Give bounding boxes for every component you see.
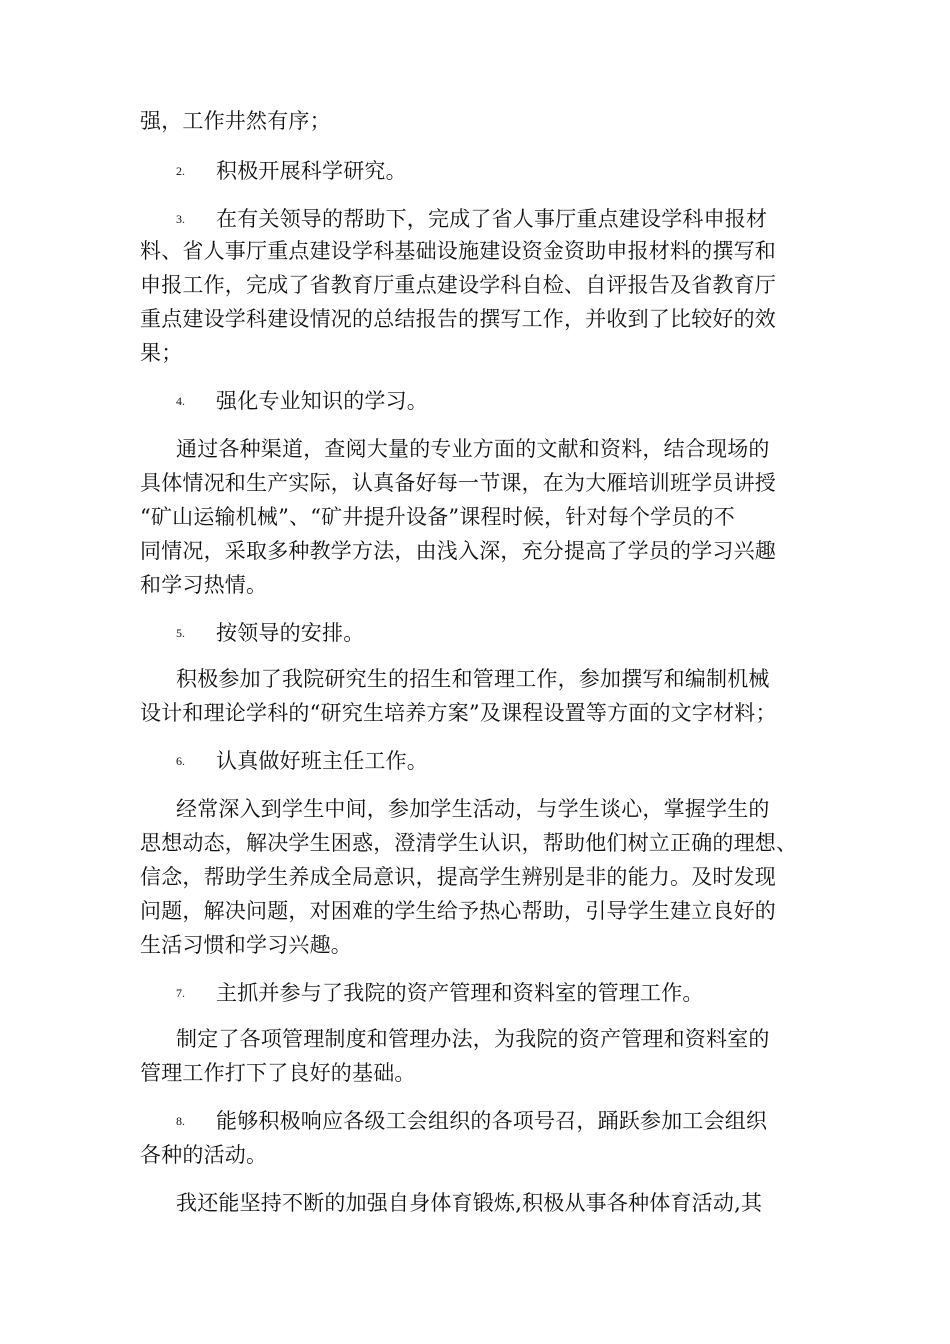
body-paragraph-line: 设计和理论学科的“研究生培养方案”及课程设置等方面的文字材料； bbox=[140, 701, 777, 725]
body-paragraph-line: 制定了各项管理制度和管理办法，为我院的资产管理和资料室的 bbox=[176, 1027, 770, 1051]
body-paragraph-line: 和学习热情。 bbox=[140, 573, 268, 597]
list-item-2 bbox=[176, 156, 407, 186]
item-heading: 主抓并参与了我院的资产管理和资料室的管理工作。 bbox=[216, 981, 704, 1005]
body-paragraph-line: 管理工作打下了良好的基础。 bbox=[140, 1061, 416, 1085]
item-continuation: 重点建设学科建设情况的总结报告的撰写工作，并收到了比较好的效 bbox=[140, 307, 776, 331]
item-continuation: 料、省人事厅重点建设学科基础设施建设资金资助申报材料的撰写和 bbox=[140, 239, 776, 263]
body-paragraph-line: 通过各种渠道，查阅大量的专业方面的文献和资料，结合现场的 bbox=[176, 437, 770, 461]
item-number: 8. bbox=[176, 1114, 185, 1128]
item-number: 3. bbox=[176, 212, 185, 226]
list-item-5 bbox=[176, 618, 364, 648]
body-paragraph-line: 信念，帮助学生养成全局意识，提高学生辨别是非的能力。及时发现 bbox=[140, 865, 776, 889]
item-number: 7. bbox=[176, 986, 185, 1000]
body-paragraph-line: 同情况，采取多种教学方法，由浅入深，充分提高了学员的学习兴趣 bbox=[140, 539, 776, 563]
item-heading: 积极开展科学研究。 bbox=[216, 159, 407, 183]
item-continuation: 果； bbox=[140, 341, 183, 365]
list-item-8 bbox=[176, 1106, 767, 1136]
item-number: 6. bbox=[176, 754, 185, 768]
item-heading: 认真做好班主任工作。 bbox=[216, 749, 428, 773]
item-number: 5. bbox=[176, 626, 185, 640]
list-item-3 bbox=[176, 204, 767, 234]
item-heading: 在有关领导的帮助下，完成了省人事厅重点建设学科申报材 bbox=[216, 207, 768, 231]
body-paragraph-line: 积极参加了我院研究生的招生和管理工作，参加撰写和编制机械 bbox=[176, 667, 770, 691]
body-paragraph-line: 具体情况和生产实际，认真备好每一节课，在为大雁培训班学员讲授 bbox=[140, 471, 776, 495]
list-item-4 bbox=[176, 386, 428, 416]
item-heading: 能够积极响应各级工会组织的各项号召，踊跃参加工会组织 bbox=[216, 1109, 768, 1133]
body-paragraph-line: 我还能坚持不断的加强自身体育锻炼,积极从事各种体育活动,其 bbox=[176, 1191, 763, 1215]
item-number: 4. bbox=[176, 394, 185, 408]
item-number: 2. bbox=[176, 164, 185, 178]
body-paragraph-line: 经常深入到学生中间，参加学生活动，与学生谈心，掌握学生的 bbox=[176, 797, 770, 821]
body-paragraph-line: 生活习惯和学习兴趣。 bbox=[140, 933, 352, 957]
item-heading: 按领导的安排。 bbox=[216, 621, 365, 645]
list-item-6 bbox=[176, 746, 428, 776]
body-paragraph-line: 思想动态，解决学生困惑，澄清学生认识，帮助他们树立正确的理想、 bbox=[140, 831, 798, 855]
item-continuation: 各种的活动。 bbox=[140, 1143, 268, 1167]
body-paragraph-line: 问题，解决问题，对困难的学生给予热心帮助，引导学生建立良好的 bbox=[140, 899, 776, 923]
intro-line: 强，工作井然有序； bbox=[140, 109, 331, 133]
item-heading: 强化专业知识的学习。 bbox=[216, 389, 428, 413]
body-paragraph-line: “矿山运输机械”、“矿井提升设备”课程时候，针对每个学员的不 bbox=[140, 505, 735, 529]
list-item-7 bbox=[176, 978, 704, 1008]
item-continuation: 申报工作，完成了省教育厅重点建设学科自检、自评报告及省教育厅 bbox=[140, 273, 776, 297]
